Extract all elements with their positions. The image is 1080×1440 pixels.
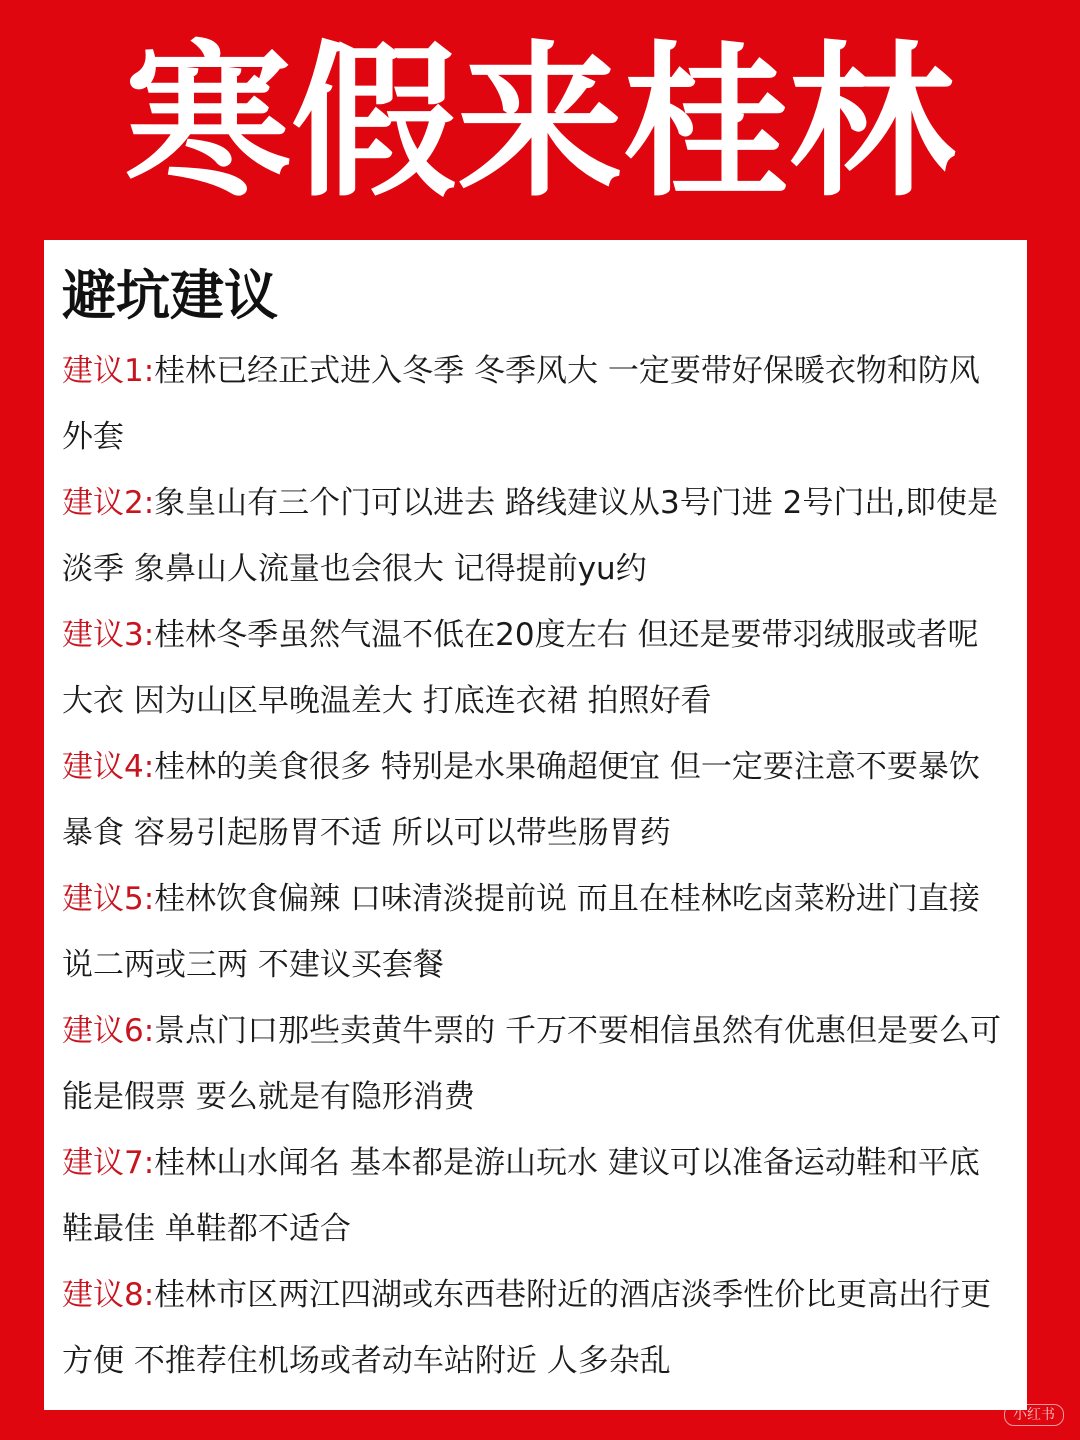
tip-text: 桂林冬季虽然气温不低在20度左右 但还是要带羽绒服或者呢大衣 因为山区早晚温差大 打底连衣裙 拍照好看	[62, 617, 979, 719]
tip-text: 桂林的美食很多 特别是水果确超便宜 但一定要注意不要暴饮暴食 容易引起肠胃不适 所以可以带些肠胃药	[62, 749, 980, 851]
section-heading: 避坑建议	[62, 264, 278, 327]
tip-item	[62, 998, 1009, 1130]
tip-item	[62, 338, 1009, 470]
tip-label: 建议7:	[62, 1145, 155, 1181]
tip-text: 景点门口那些卖黄牛票的 千万不要相信虽然有优惠但是要么可能是假票 要么就是有隐形消费	[62, 1013, 1002, 1115]
tip-label: 建议6:	[62, 1013, 155, 1049]
tip-item	[62, 470, 1009, 602]
watermark-logo: 小红书	[1004, 1404, 1064, 1426]
tip-label: 建议3:	[62, 617, 155, 653]
tips-list	[62, 338, 1009, 1394]
page-title: 寒假来桂林	[125, 27, 955, 220]
tip-item	[62, 1130, 1009, 1262]
tip-label: 建议5:	[62, 881, 155, 917]
tip-label: 建议2:	[62, 485, 155, 521]
tip-text: 桂林山水闻名 基本都是游山玩水 建议可以准备运动鞋和平底鞋最佳 单鞋都不适合	[62, 1145, 980, 1247]
tip-label: 建议1:	[62, 353, 155, 389]
tip-item	[62, 734, 1009, 866]
tip-item	[62, 866, 1009, 998]
tip-label: 建议8:	[62, 1277, 155, 1313]
tip-text: 桂林饮食偏辣 口味清淡提前说 而且在桂林吃卤菜粉进门直接说二两或三两 不建议买套餐	[62, 881, 980, 983]
tip-text: 桂林市区两江四湖或东西巷附近的酒店淡季性价比更高出行更方便 不推荐住机场或者动车站附近 人多杂乱	[62, 1277, 992, 1379]
tip-label: 建议4:	[62, 749, 155, 785]
tips-card	[44, 240, 1027, 1410]
tip-text: 桂林已经正式进入冬季 冬季风大 一定要带好保暖衣物和防风外套	[62, 353, 980, 455]
tip-item	[62, 1262, 1009, 1394]
tip-text: 象皇山有三个门可以进去 路线建议从3号门进 2号门出,即使是淡季 象鼻山人流量也会很大 记得提前yu约	[62, 485, 999, 587]
tip-item	[62, 602, 1009, 734]
